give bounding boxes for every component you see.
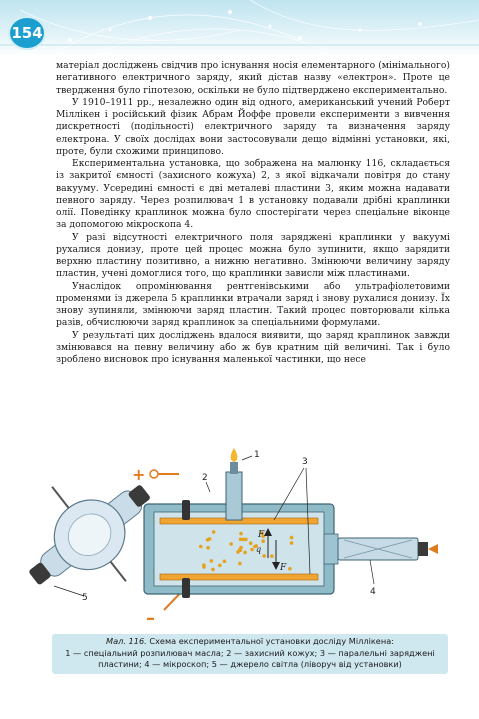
paragraph: Експериментальна установка, що зображена на малюнку 116, складається із закритої ємності (захисного кожуха) 2, з якої відкачали повітря до стану вакууму. Усередині ємності є дві металеві пластини 3, яким можна надавати певного заряду. Через розпилювач 1 в установку подавали дрібні краплинки олії. Поведінку краплинок можна було спостерігати через спеціальне віконце за допомогою мікроскопа 4. — [56, 158, 450, 231]
caption-title: Схема експериментальної установки досліду Міллікена: — [146, 636, 394, 646]
oil-droplet — [249, 541, 253, 545]
oil-droplet — [208, 537, 212, 541]
window — [324, 534, 338, 564]
flame-icon — [231, 448, 238, 462]
minus-sign: – — [146, 608, 155, 629]
figure-caption — [52, 634, 448, 674]
label-sprayer: 1 — [254, 450, 260, 460]
caption-line-2: 1 — спеціальний розпилювач масла; 2 — захисний кожух; 3 — паралельні заряджені — [65, 647, 435, 658]
plus-sign: + — [132, 465, 146, 484]
oil-droplet — [211, 568, 215, 572]
label-housing: 2 — [202, 473, 208, 483]
page-number: 154 — [10, 18, 44, 48]
caption-label: Мал. 116. — [106, 636, 147, 646]
sprayer-top — [230, 462, 238, 474]
paragraph: матеріал досліджень свідчив про існування носія елементарного (мінімального) негативного електричного заряду, який дістав назву «електрон». Проте це твердження було гіпотезою, оскільки не було підтверджено експериментально. — [56, 60, 450, 96]
force-label-lower: F — [280, 563, 287, 573]
force-label-upper: F — [258, 530, 265, 540]
body-text — [56, 60, 450, 366]
oil-droplet — [290, 536, 294, 540]
oil-droplet — [262, 554, 266, 558]
oil-droplet — [218, 564, 222, 568]
oil-droplet — [270, 554, 274, 558]
paragraph: У результаті цих досліджень вдалося виявити, що заряд краплинок завжди змінювався на певну величину або ж був кратним цій величині. Так і було зроблено висновок про існування маленької частинки, що несе — [56, 329, 450, 365]
oil-droplet — [210, 559, 214, 563]
paragraph: Унаслідок опромінювання рентгенівськими або ультрафіолетовими променями із джерела 5 краплинки втрачали заряд і знову рухалися донизу. Їх знову зупиняли, змінюючи заряд пластин. Такий процес повторювали кілька разів, обчислюючи заряд краплинок за спеціальними формулами. — [56, 280, 450, 329]
oil-droplet — [288, 567, 292, 571]
header-decoration — [0, 0, 479, 56]
oil-droplet — [238, 562, 242, 566]
caption-line-3: пластини; 4 — мікроскоп; 5 — джерело світла (ліворуч від установки) — [98, 659, 402, 669]
oil-droplet — [206, 546, 210, 550]
sprayer — [226, 472, 242, 520]
oil-droplet — [229, 542, 233, 546]
oil-droplet — [239, 546, 243, 550]
oil-droplet — [243, 551, 247, 555]
millikan-setup-figure — [14, 434, 462, 634]
oil-droplet — [223, 559, 227, 563]
oil-droplet — [241, 538, 245, 542]
label-source: 5 — [82, 593, 88, 603]
plus-terminal — [150, 470, 158, 478]
paragraph: У разі відсутності електричного поля заряджені краплинки у вакуумі рухалися донизу, проте цей процес можна було зупинити, якщо зарядити верхню пластину позитивно, а нижню негативно. Змінюючи величину заряду пластин, учені домоглися того, що краплинки зависли між пластинами. — [56, 231, 450, 280]
upper-connector — [182, 500, 190, 520]
oil-droplet — [239, 532, 243, 536]
oil-droplet — [199, 545, 203, 549]
oil-droplet — [212, 530, 216, 534]
oil-droplet — [290, 541, 294, 545]
label-microscope: 4 — [370, 587, 376, 597]
label-plates: 3 — [302, 457, 308, 467]
microscope — [338, 538, 438, 560]
page-header — [0, 0, 479, 56]
charge-label: q — [256, 545, 262, 554]
lower-connector — [182, 578, 190, 598]
oil-droplet — [202, 565, 206, 569]
paragraph: У 1910–1911 рр., незалежно один від одного, американський учений Роберт Міллікен і російський фізик Абрам Йоффе провели експерименти з вивчення дискретності (подільності) електричного заряду та визначення заряду електрона. У своїх дослідах вони застосовували дещо відмінні установки, які, проте, були схожими принципово. — [56, 96, 450, 157]
oil-droplet — [250, 548, 254, 552]
